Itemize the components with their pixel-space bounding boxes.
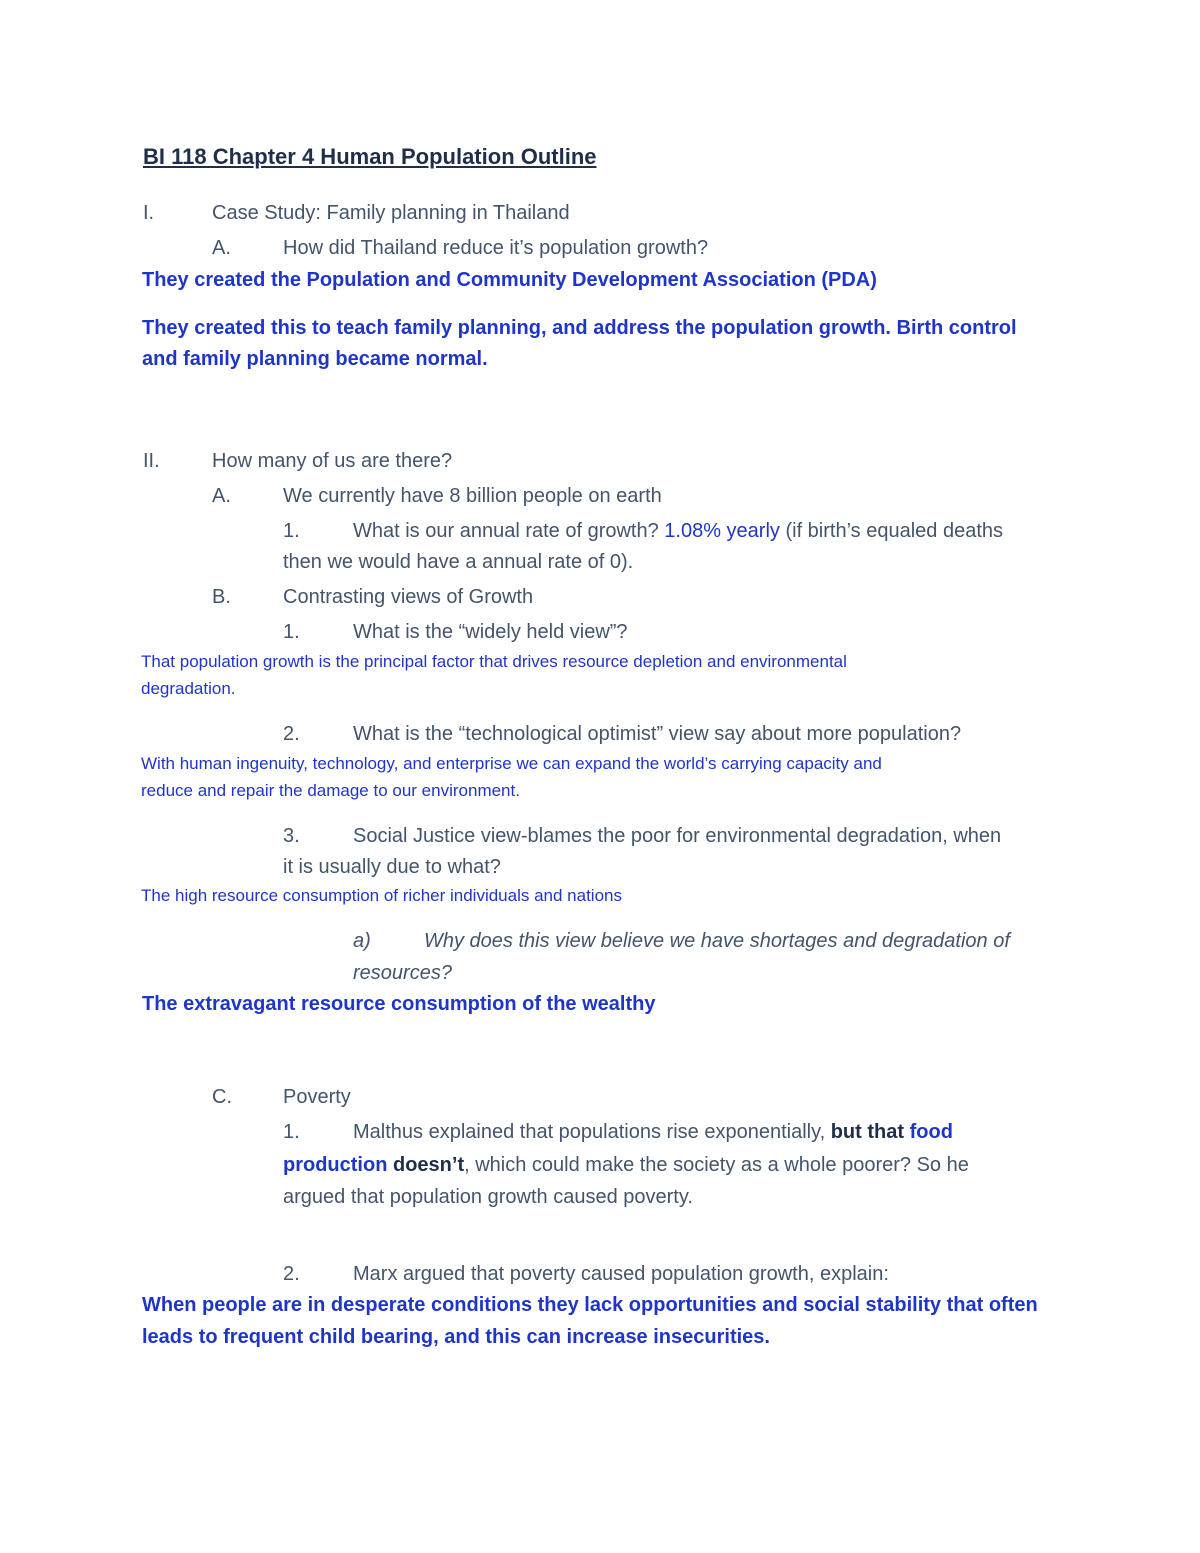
answer-text: They created the Population and Community Development Association (PDA): [142, 269, 877, 291]
page-title: BI 118 Chapter 4 Human Population Outline: [143, 144, 597, 169]
outline-heading: How many of us are there?: [212, 450, 453, 472]
outline-number: A.: [212, 237, 231, 259]
answer-text: They created this to teach family planning, and address the population growth. Birth control: [142, 317, 1017, 339]
question-text: , which could make the society as a whole poorer? So he: [464, 1154, 969, 1176]
outline-item: Contrasting views of Growth: [283, 586, 534, 608]
outline-question: [353, 521, 1003, 541]
outline-item: We currently have 8 billion people on earth: [283, 485, 662, 507]
question-text: What is our annual rate of growth?: [353, 520, 665, 542]
outline-question: Marx argued that poverty caused population growth, explain:: [353, 1263, 889, 1285]
answer-text: When people are in desperate conditions they lack opportunities and social stability that often: [142, 1294, 1038, 1316]
outline-question: argued that population growth caused poverty.: [283, 1186, 693, 1208]
outline-number: 1.: [283, 621, 300, 643]
outline-number: 2.: [283, 723, 300, 745]
outline-number: 2.: [283, 1263, 300, 1285]
answer-text: reduce and repair the damage to our environment.: [141, 781, 520, 800]
outline-number: a): [353, 930, 371, 952]
answer-text: 1.08% yearly: [664, 520, 780, 542]
answer-text: production: [283, 1154, 388, 1176]
answer-text: With human ingenuity, technology, and enterprise we can expand the world’s carrying capacity and: [141, 754, 882, 773]
question-text: Malthus explained that populations rise exponentially,: [353, 1121, 831, 1143]
outline-question: Social Justice view-blames the poor for environmental degradation, when: [353, 825, 1002, 847]
outline-question: [283, 1155, 969, 1175]
outline-number: II.: [143, 450, 160, 472]
outline-number: B.: [212, 586, 231, 608]
outline-question: How did Thailand reduce it’s population growth?: [283, 237, 709, 259]
outline-number: 1.: [283, 520, 300, 542]
outline-question: resources?: [353, 962, 452, 984]
answer-text: leads to frequent child bearing, and this can increase insecurities.: [142, 1326, 770, 1348]
outline-number: A.: [212, 485, 231, 507]
answer-text: and family planning became normal.: [142, 348, 488, 370]
answer-text: food: [909, 1121, 953, 1143]
answer-text: but that: [830, 1121, 910, 1143]
outline-question: then we would have a annual rate of 0).: [283, 551, 634, 573]
outline-question: it is usually due to what?: [283, 856, 501, 878]
outline-number: 3.: [283, 825, 300, 847]
outline-number: I.: [143, 202, 155, 224]
outline-question: What is the “widely held view”?: [353, 621, 628, 643]
outline-number: 1.: [283, 1121, 300, 1143]
question-text: (if birth’s equaled deaths: [779, 520, 1004, 542]
outline-heading: Case Study: Family planning in Thailand: [212, 202, 570, 224]
outline-question: [353, 1122, 953, 1142]
answer-text: The high resource consumption of richer individuals and nations: [141, 886, 622, 905]
outline-question: Why does this view believe we have shortages and degradation of: [424, 930, 1010, 952]
outline-question: What is the “technological optimist” view say about more population?: [353, 723, 962, 745]
answer-text: The extravagant resource consumption of the wealthy: [142, 993, 656, 1015]
answer-text: doesn’t: [387, 1154, 465, 1176]
answer-text: degradation.: [141, 679, 236, 698]
outline-item: Poverty: [283, 1086, 351, 1108]
outline-number: C.: [212, 1086, 232, 1108]
answer-text: That population growth is the principal factor that drives resource depletion and environmental: [141, 652, 847, 671]
